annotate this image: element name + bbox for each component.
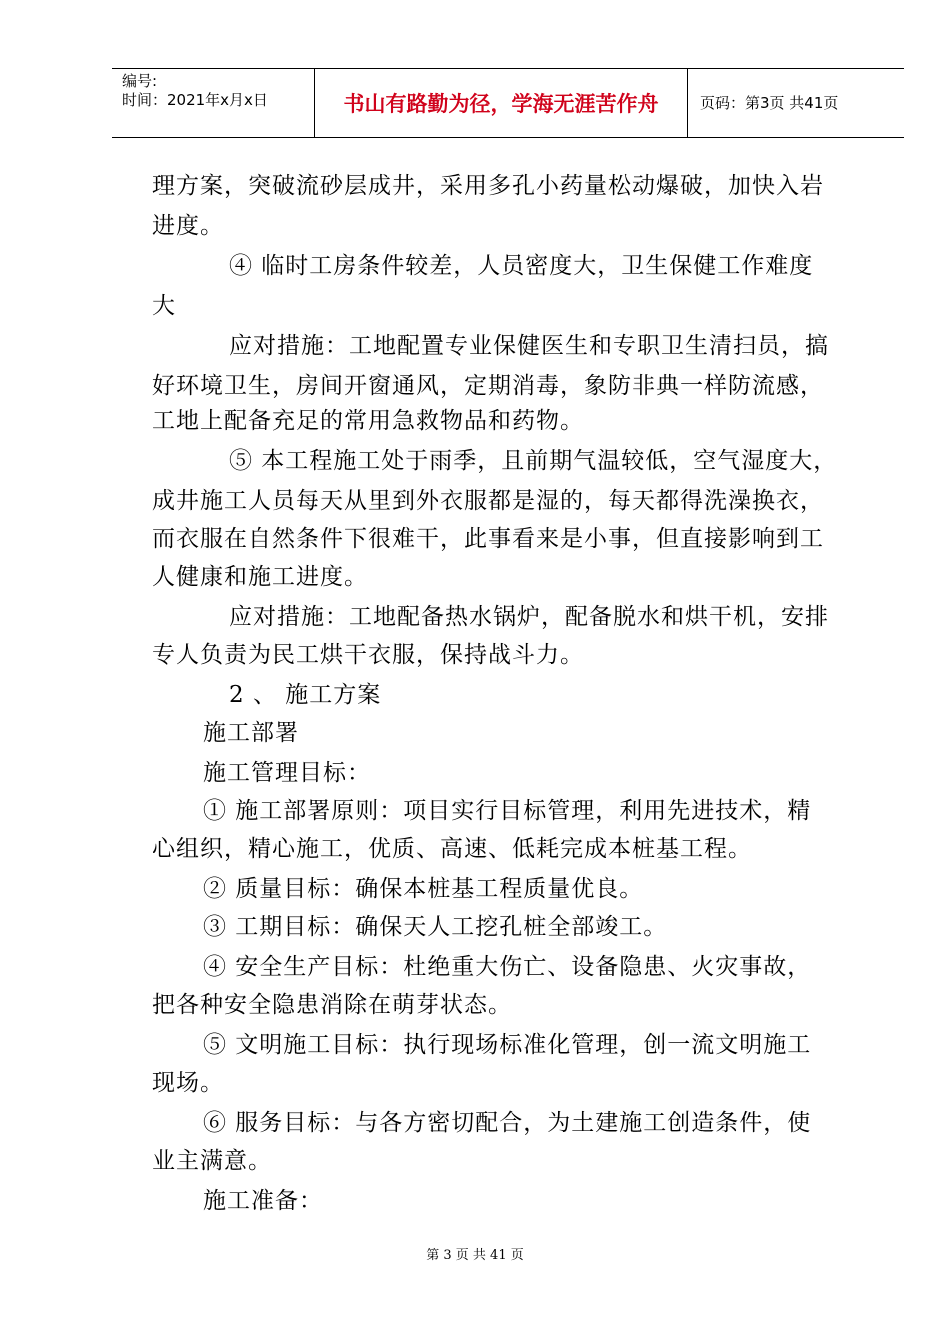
page-footer: 第 3 页 共 41 页 xyxy=(426,1248,524,1263)
body-line: 现场。 xyxy=(152,1070,224,1096)
body-line: 应对措施：工地配备热水锅炉，配备脱水和烘干机，安排 xyxy=(229,604,829,630)
body-line: 而衣服在自然条件下很难干，此事看来是小事，但直接影响到工 xyxy=(152,526,824,552)
subsection-heading: 施工管理目标： xyxy=(203,760,371,786)
header-motto-cell xyxy=(315,69,688,137)
body-line: 业主满意。 xyxy=(152,1148,272,1174)
header-page-info: 页码：第3页 共41页 xyxy=(700,94,839,112)
body-line: 好环境卫生，房间开窗通风，定期消毒，象防非典一样防流感， xyxy=(152,373,824,399)
body-line: ② 质量目标：确保本桩基工程质量优良。 xyxy=(203,876,644,902)
body-line: ④ 安全生产目标：杜绝重大伤亡、设备隐患、火灾事故， xyxy=(203,954,812,980)
body-line: 人健康和施工进度。 xyxy=(152,564,368,590)
body-line: 成井施工人员每天从里到外衣服都是湿的，每天都得洗澡换衣， xyxy=(152,488,824,514)
body-line: ⑤ 本工程施工处于雨季，且前期气温较低，空气湿度大， xyxy=(229,448,838,474)
body-line: 把各种安全隐患消除在萌芽状态。 xyxy=(152,992,512,1018)
body-line: 心组织，精心施工，优质、高速、低耗完成本桩基工程。 xyxy=(152,836,752,862)
body-line: 进度。 xyxy=(152,213,224,239)
body-line: 理方案，突破流砂层成井，采用多孔小药量松动爆破，加快入岩 xyxy=(152,173,824,199)
body-line: 应对措施：工地配置专业保健医生和专职卫生清扫员，搞 xyxy=(229,333,829,359)
subsection-heading: 施工部署 xyxy=(203,720,299,746)
page-header xyxy=(112,68,904,138)
header-meta-cell xyxy=(112,69,315,137)
body-line: ③ 工期目标：确保天人工挖孔桩全部竣工。 xyxy=(203,914,668,940)
section-heading: 2 、 施工方案 xyxy=(229,682,382,708)
body-line: 专人负责为民工烘干衣服，保持战斗力。 xyxy=(152,642,584,668)
document-number-label: 编号: xyxy=(122,72,158,90)
subsection-heading: 施工准备： xyxy=(203,1188,323,1214)
header-motto: 书山有路勤为径，学海无涯苦作舟 xyxy=(343,92,659,116)
body-line: ⑥ 服务目标：与各方密切配合，为土建施工创造条件，使 xyxy=(203,1110,812,1136)
body-line: ⑤ 文明施工目标：执行现场标准化管理，创一流文明施工 xyxy=(203,1032,812,1058)
body-line: ① 施工部署原则：项目实行目标管理，利用先进技术，精 xyxy=(203,798,812,824)
body-line: 大 xyxy=(152,293,176,319)
header-page-cell xyxy=(688,69,904,137)
body-line: 工地上配备充足的常用急救物品和药物。 xyxy=(152,408,584,434)
document-date-label: 时间：2021年x月x日 xyxy=(122,91,268,109)
body-line: ④ 临时工房条件较差，人员密度大，卫生保健工作难度 xyxy=(229,253,814,279)
